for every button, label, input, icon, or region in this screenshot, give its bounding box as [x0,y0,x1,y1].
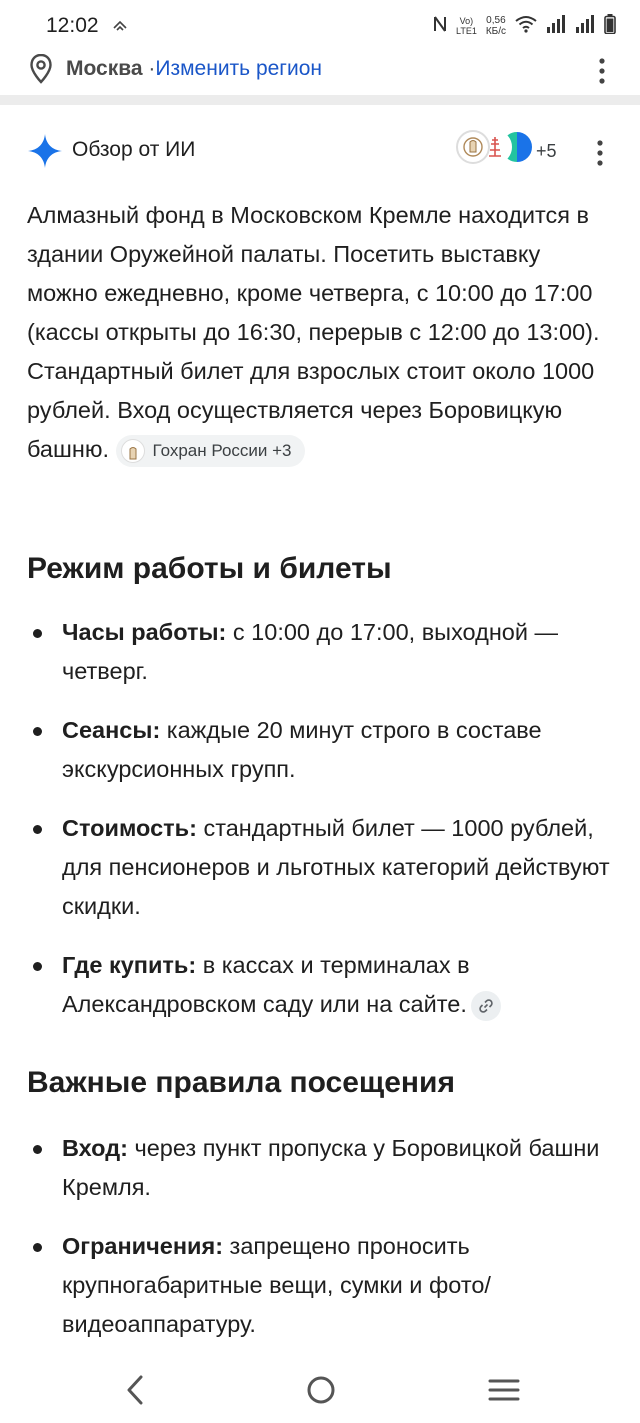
location-city: Москва [66,57,143,80]
section-heading: Важные правила посещения [27,1066,455,1099]
list-item [62,809,617,926]
gemini-spark-icon [28,134,62,173]
cast-icon [112,18,128,35]
item-text: стандартный билет — 1000 рублей, для пенсионеров и льготных категорий действуют скидки. [62,815,610,919]
item-key: Стоимость: [62,815,197,841]
speed-unit: КБ/с [485,26,506,37]
more-vert-icon[interactable] [596,140,604,171]
speed-value: 0,56 [486,15,506,26]
status-indicators [433,12,616,40]
location-bar [0,52,640,92]
wifi-icon [515,15,537,38]
battery-icon [604,14,616,39]
system-navigation-bar [0,1356,640,1423]
item-key: Вход: [62,1135,128,1161]
more-vert-icon[interactable] [598,58,606,89]
network-speed [486,15,506,37]
nfc-icon [433,15,447,38]
ai-overview-summary [27,196,617,469]
item-key: Сеансы: [62,717,161,743]
link-icon[interactable] [471,991,501,1021]
item-text: в кассах и терминалах в Александровском саду или на сайте. [62,952,470,1017]
section-divider [0,95,640,105]
status-bar [0,0,640,52]
source-avatar [456,130,490,164]
status-time: 12:02 [46,14,99,37]
visit-rules-list [62,1129,617,1364]
source-chip[interactable] [116,435,305,467]
list-item [62,946,617,1024]
volte-top: Vo) [459,16,474,26]
hours-tickets-list [62,613,617,1044]
home-icon[interactable] [305,1374,337,1411]
recents-icon[interactable] [488,1374,520,1411]
item-text: каждые 20 минут строго в составе экскурсионных групп. [62,717,542,782]
volte-bottom: LTE1 [455,26,477,36]
ai-overview-title: Обзор от ИИ [72,138,196,161]
source-logo-icon [121,439,145,463]
signal-icon [575,15,595,38]
source-avatars[interactable] [456,130,536,168]
list-item [62,1227,617,1344]
list-item [62,1129,617,1207]
sources-more-count[interactable]: +5 [536,141,557,161]
item-text: с 10:00 до 17:00, выходной — четверг. [62,619,559,684]
change-region-link[interactable]: Изменить регион [155,57,322,80]
item-text: запрещено проносить крупногабаритные вещи, сумки и фото/видеоаппаратуру. [62,1233,491,1337]
signal-icon [546,15,566,38]
back-icon[interactable] [124,1374,146,1411]
summary-text: Алмазный фонд в Московском Кремле находится в здании Оружейной палаты. Посетить выставку можно ежедневно, кроме четверга, с 10:00 до 17:00 (кассы открыты до 16:30, перерыв с 12:00 до 13:00). Стандартный билет для взрослых стоит около 1000 рублей. Вход осуществляется через Боровицкую башню. [27,202,600,462]
location-text [66,57,322,81]
item-key: Где купить: [62,952,197,978]
location-pin-icon [30,54,52,89]
list-item [62,711,617,789]
item-key: Часы работы: [62,619,227,645]
location-separator: · [148,57,156,80]
item-key: Ограничения: [62,1233,224,1259]
source-chip-label: Гохран России +3 [152,441,292,461]
volte-indicator [456,16,477,36]
list-item [62,613,617,691]
ai-overview-header [0,124,640,180]
item-text: через пункт пропуска у Боровицкой башни Кремля. [62,1135,600,1200]
section-heading: Режим работы и билеты [27,552,392,585]
